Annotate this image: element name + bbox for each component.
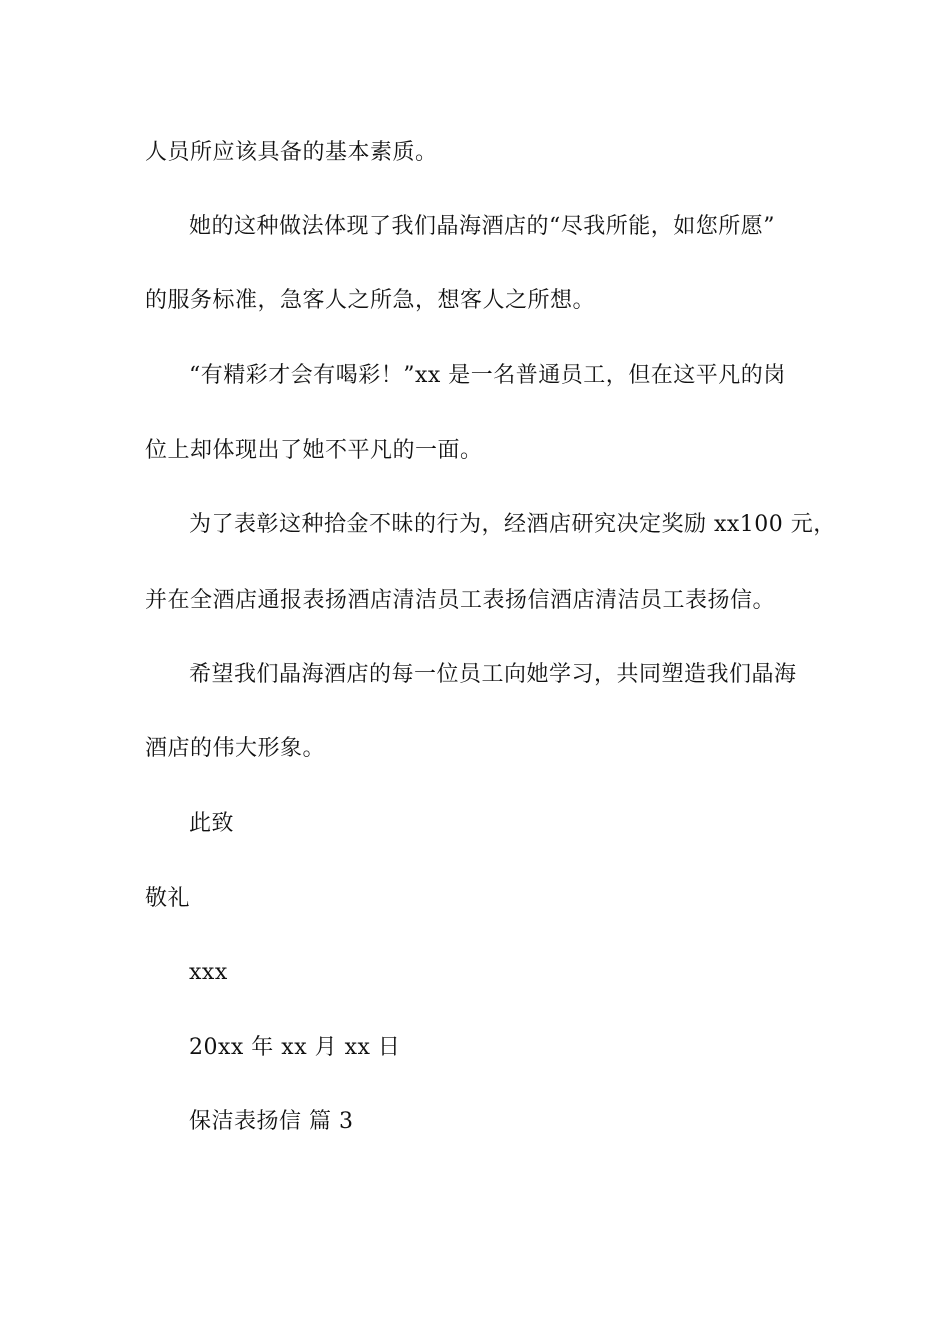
- signature-name: xxx: [189, 960, 228, 985]
- text-line: 人员所应该具备的基本素质。: [145, 140, 438, 165]
- text-line: 的服务标准，急客人之所急，想客人之所想。: [145, 288, 596, 313]
- text-line: 并在全酒店通报表扬酒店清洁员工表扬信酒店清洁员工表扬信。: [145, 588, 776, 613]
- text-line: 位上却体现出了她不平凡的一面。: [145, 438, 483, 463]
- text-line: “有精彩才会有喝彩！”xx 是一名普通员工，但在这平凡的岗: [189, 363, 786, 388]
- signature-date: 20xx 年 xx 月 xx 日: [189, 1035, 401, 1060]
- text-line: 她的这种做法体现了我们晶海酒店的“尽我所能，如您所愿”: [189, 214, 775, 239]
- salutation-closing: 此致: [189, 811, 235, 836]
- salutation-regards: 敬礼: [145, 886, 191, 911]
- text-line: 希望我们晶海酒店的每一位员工向她学习，共同塑造我们晶海: [189, 662, 797, 687]
- text-line: 酒店的伟大形象。: [145, 736, 326, 761]
- section-heading: 保洁表扬信 篇 3: [189, 1109, 354, 1134]
- text-line: 为了表彰这种拾金不昧的行为，经酒店研究决定奖励 xx100 元，: [189, 512, 836, 537]
